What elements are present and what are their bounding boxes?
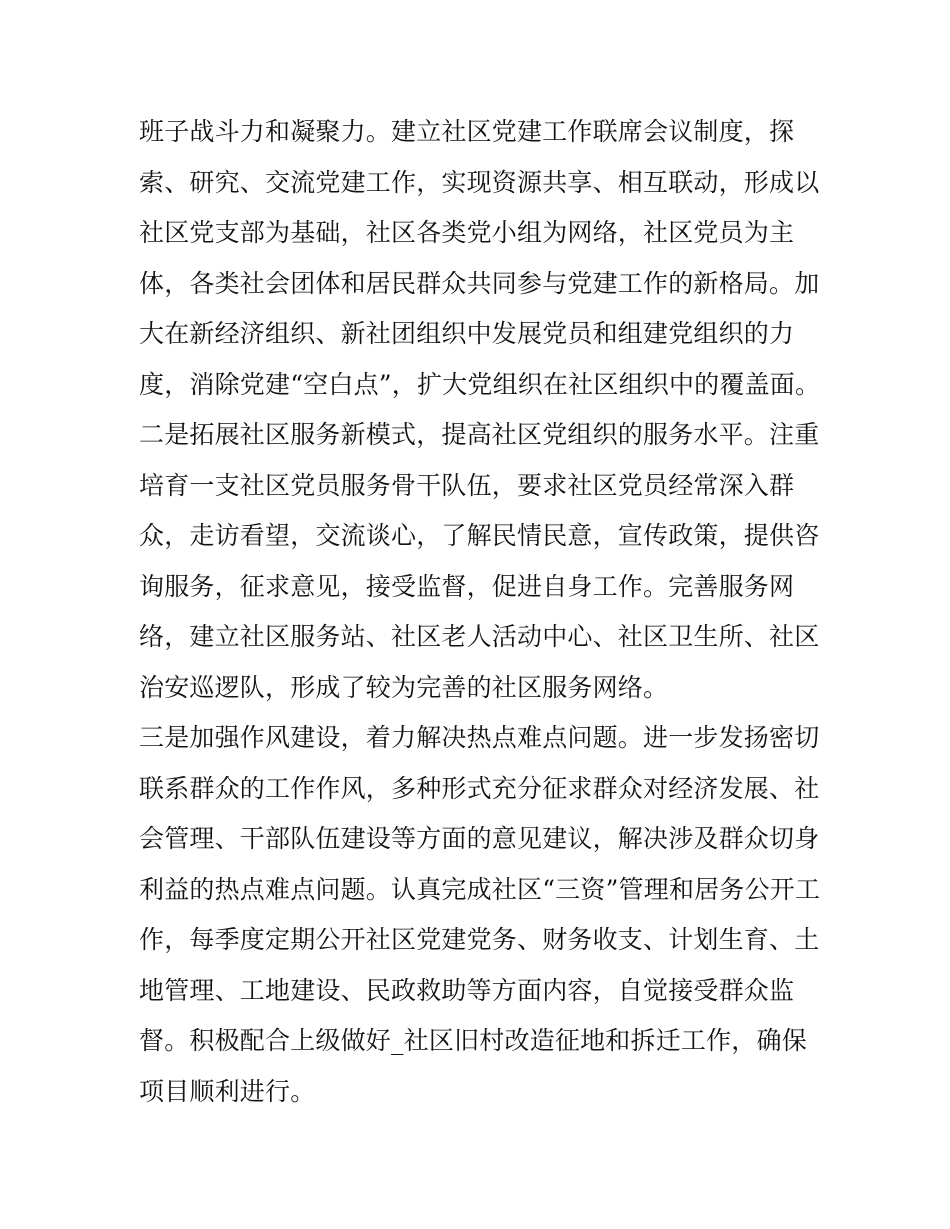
text-line: 度，消除党建“空白点”，扩大党组织在社区组织中的覆盖面。 xyxy=(139,369,821,399)
text-line: 大在新经济组织、新社团组织中发展党员和组建党组织的力 xyxy=(139,319,795,348)
text-line: 询服务，征求意见，接受监督，促进自身工作。完善服务网 xyxy=(139,571,795,601)
text-line: 班子战斗力和凝聚力。建立社区党建工作联席会议制度，探 xyxy=(139,117,795,146)
text-line: 地管理、工地建设、民政救助等方面内容，自觉接受群众监 xyxy=(139,975,795,1005)
text-line: 索、研究、交流党建工作，实现资源共享、相互联动，形成以 xyxy=(139,167,820,197)
text-line: 督。积极配合上级做好_社区旧村改造征地和拆迁工作，确保 xyxy=(139,1026,807,1055)
text-line: 会管理、干部队伍建设等方面的意见建议，解决涉及群众切身 xyxy=(139,824,820,853)
text-line: 众，走访看望，交流谈心，了解民情民意，宣传政策，提供咨 xyxy=(139,521,820,550)
text-line: 三是加强作风建设，着力解决热点难点问题。进一步发扬密切 xyxy=(139,723,820,752)
text-line: 二是拓展社区服务新模式，提高社区党组织的服务水平。注重 xyxy=(139,420,820,449)
text-line: 联系群众的工作作风，多种形式充分征求群众对经济发展、社 xyxy=(139,773,820,803)
text-line: 培育一支社区党员服务骨干队伍，要求社区党员经常深入群 xyxy=(139,470,795,500)
text-line: 络，建立社区服务站、社区老人活动中心、社区卫生所、社区 xyxy=(139,622,820,651)
text-line: 利益的热点难点问题。认真完成社区“三资”管理和居务公开工 xyxy=(139,874,821,904)
text-line: 社区党支部为基础，社区各类党小组为网络，社区党员为主 xyxy=(139,218,795,247)
body-text xyxy=(139,107,819,1117)
text-line: 治安巡逻队，形成了较为完善的社区服务网络。 xyxy=(139,672,669,702)
text-line: 作，每季度定期公开社区党建党务、财务收支、计划生育、土 xyxy=(139,925,820,954)
text-line: 项目顺利进行。 xyxy=(139,1076,316,1106)
text-line: 体，各类社会团体和居民群众共同参与党建工作的新格局。加 xyxy=(139,268,820,298)
